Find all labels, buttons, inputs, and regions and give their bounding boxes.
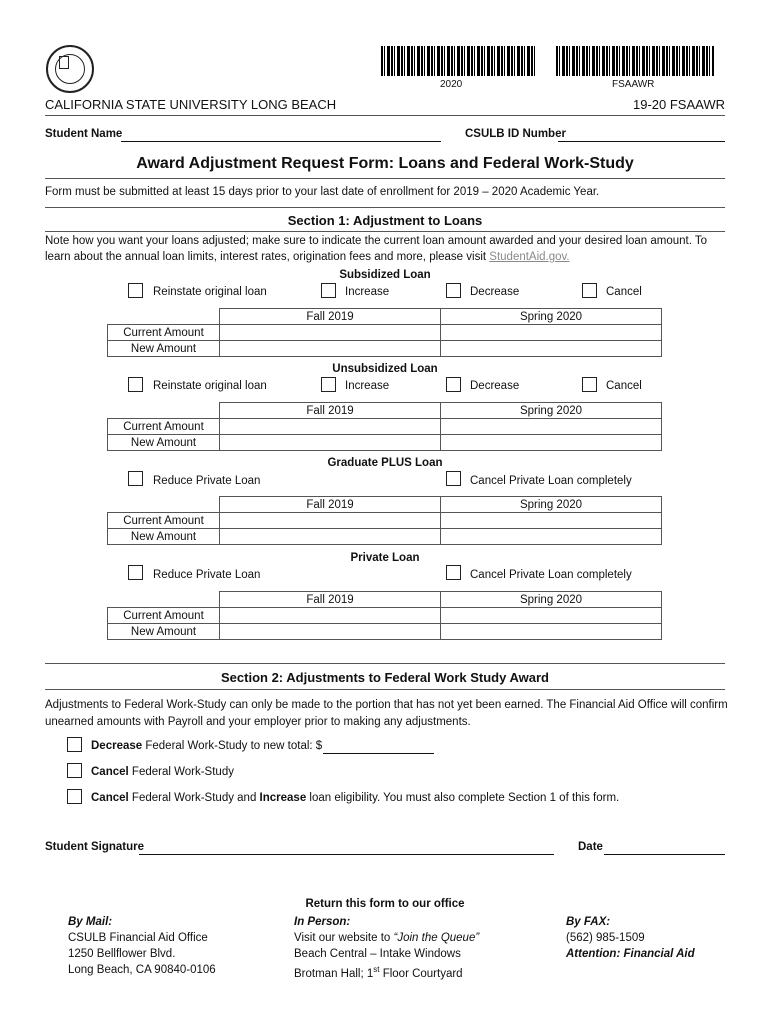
subsidized-increase-label: Increase xyxy=(345,286,390,298)
title-divider xyxy=(45,178,725,179)
private-current-fall-cell[interactable] xyxy=(220,608,441,624)
fws-cancel-text: Federal Work-Study xyxy=(128,766,234,778)
date-label: Date xyxy=(578,841,603,853)
fws-decrease-checkbox[interactable] xyxy=(67,737,82,752)
fws-cancel-increase-mid: Federal Work-Study and xyxy=(128,792,260,804)
fws-decrease-text: Federal Work-Study to new total: $ xyxy=(142,740,323,752)
fws-cancel-increase-checkbox[interactable] xyxy=(67,789,82,804)
subsidized-increase-checkbox[interactable] xyxy=(321,283,336,298)
university-seal xyxy=(46,45,94,93)
studentaid-link[interactable]: StudentAid.gov. xyxy=(489,251,570,263)
private-cancel-checkbox[interactable] xyxy=(446,565,461,580)
subsidized-current-fall-cell[interactable] xyxy=(220,325,441,341)
date-field[interactable] xyxy=(604,842,725,855)
fax-line2: Attention: Financial Aid xyxy=(566,948,695,960)
unsubsidized-increase-label: Increase xyxy=(345,380,390,392)
unsubsidized-current-label: Current Amount xyxy=(108,419,220,435)
subsidized-new-fall-cell[interactable] xyxy=(220,341,441,357)
gradplus-current-fall-cell[interactable] xyxy=(220,513,441,529)
unsubsidized-new-spring-cell[interactable] xyxy=(441,435,662,451)
private-spring-header: Spring 2020 xyxy=(441,592,662,608)
university-name: CALIFORNIA STATE UNIVERSITY LONG BEACH xyxy=(45,97,337,112)
unsubsidized-fall-header: Fall 2019 xyxy=(220,403,441,419)
section2-divider xyxy=(45,689,725,690)
fws-cancel-increase-text: loan eligibility. You must also complete Section 1 of this form. xyxy=(306,792,620,804)
unsubsidized-reinstate-label: Reinstate original loan xyxy=(153,380,267,392)
return-title: Return this form to our office xyxy=(305,898,465,910)
section1-title: Section 1: Adjustment to Loans xyxy=(287,213,483,228)
mail-block xyxy=(68,914,216,978)
unsubsidized-decrease-label: Decrease xyxy=(470,380,520,392)
subsidized-current-spring-cell[interactable] xyxy=(441,325,662,341)
seal-shield-icon xyxy=(59,56,69,69)
unsubsidized-reinstate-checkbox[interactable] xyxy=(128,377,143,392)
fax-block xyxy=(566,914,695,962)
unsubsidized-amount-table xyxy=(107,402,662,451)
form-title: Award Adjustment Request Form: Loans and Federal Work-Study xyxy=(136,155,634,172)
private-reduce-label: Reduce Private Loan xyxy=(153,569,261,581)
private-new-label: New Amount xyxy=(108,624,220,640)
header-divider xyxy=(45,115,725,116)
private-reduce-checkbox[interactable] xyxy=(128,565,143,580)
unsubsidized-new-label: New Amount xyxy=(108,435,220,451)
subsidized-title: Subsidized Loan xyxy=(339,269,431,281)
private-title: Private Loan xyxy=(350,552,420,564)
signature-field[interactable] xyxy=(139,842,554,855)
section1-note xyxy=(45,233,727,265)
mail-line2: 1250 Bellflower Blvd. xyxy=(68,948,176,960)
join-queue-text: “Join the Queue” xyxy=(393,932,480,944)
person-line3 xyxy=(294,962,479,982)
unsubsidized-increase-checkbox[interactable] xyxy=(321,377,336,392)
fws-cancel-bold: Cancel xyxy=(91,766,129,778)
fws-cancel-checkbox[interactable] xyxy=(67,763,82,778)
signature-label: Student Signature xyxy=(45,841,145,853)
subsidized-fall-header: Fall 2019 xyxy=(220,309,441,325)
gradplus-current-label: Current Amount xyxy=(108,513,220,529)
mail-line3: Long Beach, CA 90840-0106 xyxy=(68,964,216,976)
csulb-id-label: CSULB ID Number xyxy=(465,128,566,140)
section2-note: Adjustments to Federal Work-Study can only be made to the portion that has not yet been earned. The Financial Aid Office will confirm unearned amounts with Payroll and your employer prior to making any adjustments. xyxy=(45,699,728,728)
person-heading: In Person: xyxy=(294,916,351,928)
unsubsidized-current-spring-cell[interactable] xyxy=(441,419,662,435)
private-fall-header: Fall 2019 xyxy=(220,592,441,608)
gradplus-spring-header: Spring 2020 xyxy=(441,497,662,513)
private-cancel-label: Cancel Private Loan completely xyxy=(470,569,632,581)
section1-divider xyxy=(45,231,725,232)
gradplus-cancel-label: Cancel Private Loan completely xyxy=(470,475,632,487)
subsidized-reinstate-label: Reinstate original loan xyxy=(153,286,267,298)
gradplus-reduce-checkbox[interactable] xyxy=(128,471,143,486)
private-current-spring-cell[interactable] xyxy=(441,608,662,624)
csulb-id-field[interactable] xyxy=(558,129,725,142)
section2-title: Section 2: Adjustments to Federal Work Study Award xyxy=(221,670,549,685)
person-line2: Beach Central – Intake Windows xyxy=(294,948,461,960)
barcode-left-label: 2020 xyxy=(440,79,463,90)
gradplus-new-label: New Amount xyxy=(108,529,220,545)
fws-cancel-option xyxy=(91,766,234,778)
subsidized-reinstate-checkbox[interactable] xyxy=(128,283,143,298)
fws-decrease-option xyxy=(91,740,322,752)
person-line3a: Brotman Hall; 1 xyxy=(294,967,374,980)
unsubsidized-cancel-label: Cancel xyxy=(606,380,642,392)
subsidized-new-label: New Amount xyxy=(108,341,220,357)
subsidized-decrease-checkbox[interactable] xyxy=(446,283,461,298)
person-line3b: Floor Courtyard xyxy=(379,967,463,980)
deadline-note: Form must be submitted at least 15 days prior to your last date of enrollment for 2019 – 2020 Academic Year. xyxy=(45,186,600,198)
fax-heading: By FAX: xyxy=(566,916,611,928)
mail-heading: By Mail: xyxy=(68,916,113,928)
barcode-right-label: FSAAWR xyxy=(612,79,655,90)
unsubsidized-current-fall-cell[interactable] xyxy=(220,419,441,435)
subsidized-amount-table xyxy=(107,308,662,357)
fws-new-total-field[interactable] xyxy=(323,741,434,754)
private-amount-table xyxy=(107,591,662,640)
gradplus-amount-table xyxy=(107,496,662,545)
subsidized-cancel-checkbox[interactable] xyxy=(582,283,597,298)
fws-cancel-increase-option xyxy=(91,792,619,804)
unsubsidized-cancel-checkbox[interactable] xyxy=(582,377,597,392)
mail-line1: CSULB Financial Aid Office xyxy=(68,932,208,944)
student-name-label: Student Name xyxy=(45,128,123,140)
person-line1-text: Visit our website to xyxy=(294,932,394,944)
gradplus-fall-header: Fall 2019 xyxy=(220,497,441,513)
private-new-fall-cell[interactable] xyxy=(220,624,441,640)
unsubsidized-new-fall-cell[interactable] xyxy=(220,435,441,451)
person-line3-sup: st xyxy=(373,965,380,974)
subsidized-cancel-label: Cancel xyxy=(606,286,642,298)
barcode-left xyxy=(381,46,536,76)
gradplus-new-fall-cell[interactable] xyxy=(220,529,441,545)
subsidized-spring-header: Spring 2020 xyxy=(441,309,662,325)
gradplus-reduce-label: Reduce Private Loan xyxy=(153,475,261,487)
private-current-label: Current Amount xyxy=(108,608,220,624)
barcode-right xyxy=(556,46,714,76)
gradplus-current-spring-cell[interactable] xyxy=(441,513,662,529)
student-name-field[interactable] xyxy=(121,129,441,142)
subsidized-decrease-label: Decrease xyxy=(470,286,520,298)
unsubsidized-title: Unsubsidized Loan xyxy=(332,363,438,375)
subsidized-current-label: Current Amount xyxy=(108,325,220,341)
in-person-block xyxy=(294,914,479,982)
gradplus-title: Graduate PLUS Loan xyxy=(327,457,443,469)
fws-cancel-increase-bold: Cancel xyxy=(91,792,129,804)
unsubsidized-decrease-checkbox[interactable] xyxy=(446,377,461,392)
gradplus-new-spring-cell[interactable] xyxy=(441,529,662,545)
section2-top-divider xyxy=(45,663,725,664)
form-code: 19-20 FSAAWR xyxy=(633,97,725,112)
fws-decrease-bold: Decrease xyxy=(91,740,143,752)
deadline-divider xyxy=(45,207,725,208)
private-new-spring-cell[interactable] xyxy=(441,624,662,640)
fws-increase-bold: Increase xyxy=(259,792,307,804)
fax-line1: (562) 985-1509 xyxy=(566,932,645,944)
gradplus-cancel-checkbox[interactable] xyxy=(446,471,461,486)
unsubsidized-spring-header: Spring 2020 xyxy=(441,403,662,419)
subsidized-new-spring-cell[interactable] xyxy=(441,341,662,357)
section1-note-text: Note how you want your loans adjusted; make sure to indicate the current loan amount awarded and your desired loan amount. To learn about the annual loan limits, interest rates, origination fees and more, please visit xyxy=(45,235,708,263)
person-line1 xyxy=(294,930,479,946)
